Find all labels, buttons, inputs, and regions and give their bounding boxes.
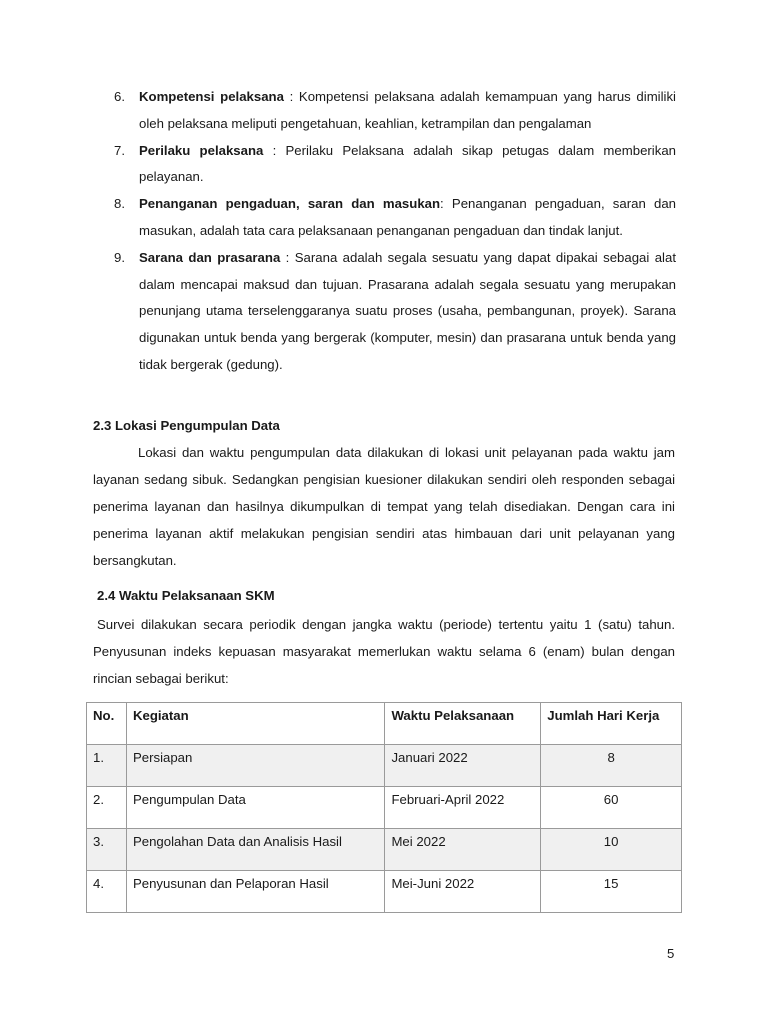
table-cell-waktu: Mei-Juni 2022 [385, 871, 541, 913]
table-cell-no: 3. [87, 829, 127, 871]
table-row [87, 871, 682, 913]
definition-list [108, 84, 676, 379]
section-paragraph-waktu: Survei dilakukan secara periodik dengan jangka waktu (periode) tertentu yaitu 1 (satu) tahun. Penyusunan indeks kepuasan masyarakat memerlukan waktu selama 6 (enam) bulan dengan rincian sebagai berikut: [93, 617, 675, 686]
list-item-term: Perilaku pelaksana [139, 142, 264, 158]
list-item-separator: : [283, 89, 299, 104]
list-item-number: 7. [114, 142, 125, 158]
list-item [108, 84, 676, 138]
table-cell-hari: 10 [541, 829, 682, 871]
list-item-text: Sarana adalah segala sesuatu yang dapat dipakai sebagai alat dalam mencapai maksud dan tujuan. Prasarana adalah segala sesuatu yang merupakan penunjang utama terselenggaranya suatu proses (usaha, pembangunan, proyek). Sarana digunakan untuk benda yang bergerak (komputer, mesin) dan prasarana untuk benda yang tidak bergerak (gedung). [139, 249, 676, 372]
list-item [108, 245, 676, 379]
table-row [87, 745, 682, 787]
table-header-cell: Kegiatan [126, 703, 384, 745]
section-heading-lokasi: 2.3 Lokasi Pengumpulan Data [93, 418, 280, 433]
list-item-term: Kompetensi pelaksana [139, 89, 284, 104]
list-item [108, 138, 676, 192]
table-header-cell: Jumlah Hari Kerja [541, 703, 682, 745]
list-item-number: 9. [114, 249, 125, 265]
list-item-separator: : [440, 196, 452, 212]
page-number: 5 [667, 946, 675, 961]
list-item-text: Penanganan pengaduan, saran dan masukan, adalah tata cara pelaksanaan penanganan pengaduan dan tindak lanjut. [139, 196, 677, 238]
table-header-cell: No. [87, 703, 127, 745]
table-cell-kegiatan: Penyusunan dan Pelaporan Hasil [126, 871, 384, 913]
table-cell-hari: 60 [541, 787, 682, 829]
list-item-number: 8. [114, 196, 125, 212]
table-row [87, 829, 682, 871]
table-cell-kegiatan: Pengumpulan Data [126, 787, 384, 829]
section-heading-waktu: 2.4 Waktu Pelaksanaan SKM [97, 588, 275, 603]
table-cell-waktu: Januari 2022 [385, 745, 541, 787]
table-cell-hari: 8 [541, 745, 682, 787]
table-header-cell: Waktu Pelaksanaan [385, 703, 541, 745]
table-cell-hari: 15 [541, 871, 682, 913]
list-item-text: Perilaku Pelaksana adalah sikap petugas dalam memberikan pelayanan. [139, 142, 676, 185]
table-cell-waktu: Mei 2022 [385, 829, 541, 871]
list-item-text: Kompetensi pelaksana adalah kemampuan yang harus dimiliki oleh pelaksana meliputi pengetahuan, keahlian, ketrampilan dan pengalaman [139, 89, 676, 131]
table-header-row [87, 703, 682, 745]
list-item-separator: : [263, 142, 286, 158]
table-cell-kegiatan: Persiapan [126, 745, 384, 787]
table-cell-kegiatan: Pengolahan Data dan Analisis Hasil [126, 829, 384, 871]
section-paragraph-lokasi: Lokasi dan waktu pengumpulan data dilakukan di lokasi unit pelayanan pada waktu jam layanan sedang sibuk. Sedangkan pengisian kuesioner dilakukan sendiri oleh responden sebagai penerima layanan dan hasilnya dikumpulkan di tempat yang telah disediakan. Dengan cara ini penerima layanan aktif melakukan pengisian sendiri atas himbauan dari unit pelayanan yang bersangkutan. [93, 445, 675, 568]
list-item [108, 191, 676, 245]
schedule-table [86, 702, 682, 913]
list-item-term: Penanganan pengaduan, saran dan masukan [139, 196, 441, 212]
table-cell-no: 1. [87, 745, 127, 787]
table-cell-waktu: Februari-April 2022 [385, 787, 541, 829]
list-item-number: 6. [114, 89, 125, 104]
table-cell-no: 4. [87, 871, 127, 913]
table-row [87, 787, 682, 829]
list-item-term: Sarana dan prasarana [139, 249, 281, 265]
list-item-separator: : [280, 249, 295, 265]
table-cell-no: 2. [87, 787, 127, 829]
